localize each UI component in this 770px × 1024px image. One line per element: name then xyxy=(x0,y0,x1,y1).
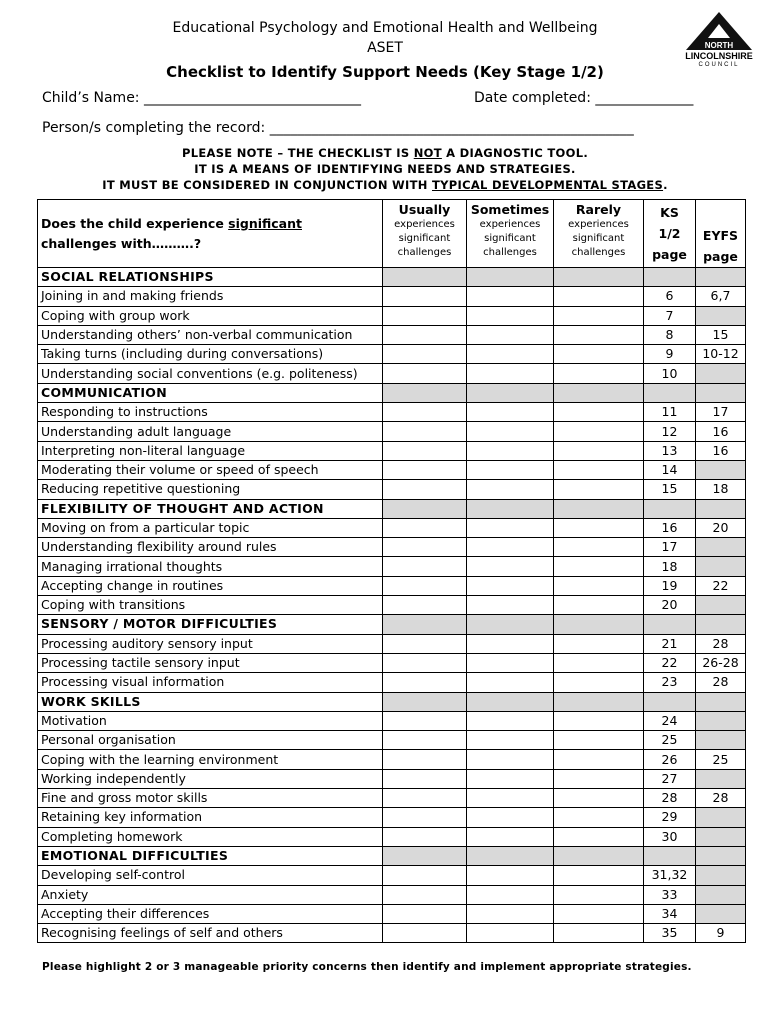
item-label: Coping with the learning environment xyxy=(38,750,383,769)
eyfs-page-cell: 26-28 xyxy=(696,653,746,672)
item-label: Understanding adult language xyxy=(38,422,383,441)
checkbox-cell-usually[interactable] xyxy=(383,711,467,730)
item-label: Understanding flexibility around rules xyxy=(38,538,383,557)
checkbox-cell-sometimes[interactable] xyxy=(467,653,554,672)
checkbox-cell-usually[interactable] xyxy=(383,673,467,692)
checkbox-cell-usually[interactable] xyxy=(383,441,467,460)
ks-page-cell: 28 xyxy=(644,789,696,808)
table-row xyxy=(38,325,746,344)
eyfs-page-cell: 9 xyxy=(696,924,746,943)
eyfs-page-cell xyxy=(696,904,746,923)
checkbox-cell-usually[interactable] xyxy=(383,596,467,615)
item-label: Taking turns (including during conversations) xyxy=(38,345,383,364)
checkbox-cell-usually[interactable] xyxy=(383,538,467,557)
ks-page-cell: 23 xyxy=(644,673,696,692)
checkbox-cell-sometimes[interactable] xyxy=(467,538,554,557)
table-row xyxy=(38,306,746,325)
section-blank-cell xyxy=(696,692,746,711)
item-label: Recognising feelings of self and others xyxy=(38,924,383,943)
section-blank-cell xyxy=(644,499,696,518)
checkbox-cell-sometimes[interactable] xyxy=(467,634,554,653)
section-blank-cell xyxy=(467,499,554,518)
item-label: Working independently xyxy=(38,769,383,788)
checkbox-cell-usually[interactable] xyxy=(383,306,467,325)
ks-page-cell: 22 xyxy=(644,653,696,672)
checkbox-cell-sometimes[interactable] xyxy=(467,596,554,615)
eyfs-page-cell: 28 xyxy=(696,673,746,692)
section-row xyxy=(38,615,746,634)
eyfs-page-cell xyxy=(696,364,746,383)
table-row xyxy=(38,364,746,383)
section-title: EMOTIONAL DIFFICULTIES xyxy=(38,846,383,865)
table-row xyxy=(38,287,746,306)
eyfs-page-cell: 16 xyxy=(696,441,746,460)
table-row xyxy=(38,460,746,479)
table-row xyxy=(38,924,746,943)
table-row xyxy=(38,634,746,653)
checkbox-cell-sometimes[interactable] xyxy=(467,325,554,344)
item-label: Moderating their volume or speed of speech xyxy=(38,460,383,479)
section-title: WORK SKILLS xyxy=(38,692,383,711)
section-row xyxy=(38,692,746,711)
item-label: Moving on from a particular topic xyxy=(38,518,383,537)
section-title: COMMUNICATION xyxy=(38,383,383,402)
item-label: Reducing repetitive questioning xyxy=(38,480,383,499)
header-line-2: ASET xyxy=(367,40,403,56)
table-row xyxy=(38,769,746,788)
eyfs-page-cell: 10-12 xyxy=(696,345,746,364)
checkbox-cell-sometimes[interactable] xyxy=(467,808,554,827)
child-name-field[interactable]: Child’s Name: _______________________________ xyxy=(42,90,361,106)
ks-page-cell: 14 xyxy=(644,460,696,479)
checkbox-cell-sometimes[interactable] xyxy=(467,731,554,750)
table-row xyxy=(38,885,746,904)
eyfs-page-cell: 28 xyxy=(696,634,746,653)
checkbox-cell-rarely[interactable] xyxy=(554,634,644,653)
checkbox-cell-rarely[interactable] xyxy=(554,924,644,943)
checkbox-cell-usually[interactable] xyxy=(383,403,467,422)
table-row xyxy=(38,808,746,827)
section-blank-cell xyxy=(644,268,696,287)
footer-instruction: Please highlight 2 or 3 manageable priority concerns then identify and implement appropriate strategies. xyxy=(42,961,692,973)
section-blank-cell xyxy=(696,383,746,402)
table-row xyxy=(38,750,746,769)
ks-page-cell: 11 xyxy=(644,403,696,422)
section-blank-cell xyxy=(467,692,554,711)
table-row xyxy=(38,653,746,672)
checkbox-cell-rarely[interactable] xyxy=(554,364,644,383)
section-blank-cell xyxy=(554,846,644,865)
checkbox-cell-usually[interactable] xyxy=(383,287,467,306)
section-blank-cell xyxy=(383,615,467,634)
checkbox-cell-rarely[interactable] xyxy=(554,789,644,808)
checkbox-cell-rarely[interactable] xyxy=(554,441,644,460)
ks-page-cell: 34 xyxy=(644,904,696,923)
checkbox-cell-sometimes[interactable] xyxy=(467,518,554,537)
section-blank-cell xyxy=(467,268,554,287)
table-row xyxy=(38,711,746,730)
section-blank-cell xyxy=(644,692,696,711)
eyfs-page-cell xyxy=(696,460,746,479)
eyfs-page-cell xyxy=(696,769,746,788)
section-blank-cell xyxy=(554,499,644,518)
eyfs-page-cell: 17 xyxy=(696,403,746,422)
section-blank-cell xyxy=(383,499,467,518)
checkbox-cell-rarely[interactable] xyxy=(554,731,644,750)
checkbox-cell-usually[interactable] xyxy=(383,885,467,904)
section-blank-cell xyxy=(383,846,467,865)
checkbox-cell-sometimes[interactable] xyxy=(467,789,554,808)
eyfs-page-cell: 25 xyxy=(696,750,746,769)
persons-completing-field[interactable]: Person/s completing the record: ____________________________________________________ xyxy=(42,120,634,136)
item-label: Personal organisation xyxy=(38,731,383,750)
table-row xyxy=(38,576,746,595)
section-row xyxy=(38,499,746,518)
checkbox-cell-rarely[interactable] xyxy=(554,422,644,441)
ks-page-cell: 21 xyxy=(644,634,696,653)
section-blank-cell xyxy=(383,268,467,287)
checkbox-cell-rarely[interactable] xyxy=(554,345,644,364)
table-header-row xyxy=(38,200,746,268)
checkbox-cell-usually[interactable] xyxy=(383,364,467,383)
checkbox-cell-usually[interactable] xyxy=(383,518,467,537)
item-label: Coping with transitions xyxy=(38,596,383,615)
checkbox-cell-usually[interactable] xyxy=(383,325,467,344)
eyfs-page-cell xyxy=(696,557,746,576)
checkbox-cell-rarely[interactable] xyxy=(554,711,644,730)
checkbox-cell-sometimes[interactable] xyxy=(467,306,554,325)
item-label: Completing homework xyxy=(38,827,383,846)
checkbox-cell-rarely[interactable] xyxy=(554,557,644,576)
item-label: Joining in and making friends xyxy=(38,287,383,306)
ks-page-cell: 26 xyxy=(644,750,696,769)
section-blank-cell xyxy=(467,615,554,634)
section-blank-cell xyxy=(383,692,467,711)
section-blank-cell xyxy=(696,268,746,287)
checkbox-cell-usually[interactable] xyxy=(383,769,467,788)
ks-page-cell: 30 xyxy=(644,827,696,846)
checkbox-cell-usually[interactable] xyxy=(383,750,467,769)
eyfs-page-cell: 6,7 xyxy=(696,287,746,306)
checkbox-cell-sometimes[interactable] xyxy=(467,576,554,595)
logo-text-lincolnshire: LINCOLNSHIRE xyxy=(685,51,753,61)
eyfs-page-cell xyxy=(696,866,746,885)
ks-page-cell: 31,32 xyxy=(644,866,696,885)
ks-page-cell: 16 xyxy=(644,518,696,537)
checkbox-cell-rarely[interactable] xyxy=(554,808,644,827)
logo-text-north: NORTH xyxy=(704,41,734,50)
checkbox-cell-sometimes[interactable] xyxy=(467,480,554,499)
section-blank-cell xyxy=(696,846,746,865)
checkbox-cell-sometimes[interactable] xyxy=(467,924,554,943)
item-label: Motivation xyxy=(38,711,383,730)
item-label: Retaining key information xyxy=(38,808,383,827)
checkbox-cell-usually[interactable] xyxy=(383,924,467,943)
checkbox-cell-rarely[interactable] xyxy=(554,287,644,306)
checkbox-cell-usually[interactable] xyxy=(383,653,467,672)
eyfs-page-cell xyxy=(696,596,746,615)
checkbox-cell-usually[interactable] xyxy=(383,904,467,923)
checkbox-cell-sometimes[interactable] xyxy=(467,866,554,885)
checkbox-cell-usually[interactable] xyxy=(383,789,467,808)
checkbox-cell-sometimes[interactable] xyxy=(467,403,554,422)
page-title: Checklist to Identify Support Needs (Key Stage 1/2) xyxy=(166,63,604,81)
table-row xyxy=(38,345,746,364)
checkbox-cell-usually[interactable] xyxy=(383,345,467,364)
table-row xyxy=(38,866,746,885)
ks-page-cell: 17 xyxy=(644,538,696,557)
section-blank-cell xyxy=(554,615,644,634)
ks-page-cell: 10 xyxy=(644,364,696,383)
table-row xyxy=(38,789,746,808)
ks-page-cell: 35 xyxy=(644,924,696,943)
checkbox-cell-usually[interactable] xyxy=(383,422,467,441)
eyfs-page-cell xyxy=(696,711,746,730)
eyfs-page-cell: 22 xyxy=(696,576,746,595)
checkbox-cell-sometimes[interactable] xyxy=(467,441,554,460)
table-row xyxy=(38,422,746,441)
col-head-ks-page: KS 1/2 page xyxy=(644,200,696,268)
item-label: Processing visual information xyxy=(38,673,383,692)
checkbox-cell-rarely[interactable] xyxy=(554,306,644,325)
table-row xyxy=(38,441,746,460)
ks-page-cell: 33 xyxy=(644,885,696,904)
ks-page-cell: 24 xyxy=(644,711,696,730)
table-row xyxy=(38,596,746,615)
table-row xyxy=(38,731,746,750)
section-blank-cell xyxy=(554,383,644,402)
checkbox-cell-usually[interactable] xyxy=(383,731,467,750)
eyfs-page-cell xyxy=(696,306,746,325)
section-title: SENSORY / MOTOR DIFFICULTIES xyxy=(38,615,383,634)
ks-page-cell: 8 xyxy=(644,325,696,344)
checkbox-cell-usually[interactable] xyxy=(383,866,467,885)
header-line-1: Educational Psychology and Emotional Health and Wellbeing xyxy=(172,20,598,36)
ks-page-cell: 27 xyxy=(644,769,696,788)
section-blank-cell xyxy=(467,383,554,402)
note-line-3: IT MUST BE CONSIDERED IN CONJUNCTION WITH TYPICAL DEVELOPMENTAL STAGES. xyxy=(102,178,668,192)
eyfs-page-cell: 28 xyxy=(696,789,746,808)
section-title: SOCIAL RELATIONSHIPS xyxy=(38,268,383,287)
checkbox-cell-rarely[interactable] xyxy=(554,769,644,788)
checkbox-cell-rarely[interactable] xyxy=(554,460,644,479)
item-label: Understanding others’ non-verbal communication xyxy=(38,325,383,344)
table-row xyxy=(38,673,746,692)
checkbox-cell-rarely[interactable] xyxy=(554,325,644,344)
section-blank-cell xyxy=(644,383,696,402)
checkbox-cell-rarely[interactable] xyxy=(554,653,644,672)
section-blank-cell xyxy=(644,615,696,634)
table-row xyxy=(38,904,746,923)
section-blank-cell xyxy=(554,692,644,711)
checkbox-cell-usually[interactable] xyxy=(383,808,467,827)
ks-page-cell: 20 xyxy=(644,596,696,615)
item-label: Processing auditory sensory input xyxy=(38,634,383,653)
item-label: Accepting their differences xyxy=(38,904,383,923)
table-row xyxy=(38,538,746,557)
ks-page-cell: 29 xyxy=(644,808,696,827)
checklist-table xyxy=(37,199,746,943)
ks-page-cell: 25 xyxy=(644,731,696,750)
checkbox-cell-rarely[interactable] xyxy=(554,673,644,692)
eyfs-page-cell xyxy=(696,538,746,557)
section-row xyxy=(38,268,746,287)
table-row xyxy=(38,827,746,846)
section-blank-cell xyxy=(644,846,696,865)
section-blank-cell xyxy=(383,383,467,402)
item-label: Managing irrational thoughts xyxy=(38,557,383,576)
checkbox-cell-rarely[interactable] xyxy=(554,827,644,846)
ks-page-cell: 9 xyxy=(644,345,696,364)
council-logo xyxy=(674,10,764,70)
ks-page-cell: 19 xyxy=(644,576,696,595)
checkbox-cell-rarely[interactable] xyxy=(554,866,644,885)
checkbox-cell-sometimes[interactable] xyxy=(467,904,554,923)
col-head-usually: Usually experiences significant challenges xyxy=(383,200,467,268)
checkbox-cell-sometimes[interactable] xyxy=(467,460,554,479)
checkbox-cell-rarely[interactable] xyxy=(554,403,644,422)
section-blank-cell xyxy=(696,499,746,518)
ks-page-cell: 15 xyxy=(644,480,696,499)
checkbox-cell-rarely[interactable] xyxy=(554,885,644,904)
eyfs-page-cell: 20 xyxy=(696,518,746,537)
eyfs-page-cell: 15 xyxy=(696,325,746,344)
col-head-rarely: Rarely experiences significant challenges xyxy=(554,200,644,268)
section-blank-cell xyxy=(554,268,644,287)
section-row xyxy=(38,383,746,402)
item-label: Accepting change in routines xyxy=(38,576,383,595)
checkbox-cell-sometimes[interactable] xyxy=(467,750,554,769)
checkbox-cell-sometimes[interactable] xyxy=(467,422,554,441)
item-label: Understanding social conventions (e.g. politeness) xyxy=(38,364,383,383)
eyfs-page-cell xyxy=(696,808,746,827)
checkbox-cell-rarely[interactable] xyxy=(554,750,644,769)
checkbox-cell-usually[interactable] xyxy=(383,480,467,499)
section-blank-cell xyxy=(696,615,746,634)
ks-page-cell: 7 xyxy=(644,306,696,325)
note-line-2: IT IS A MEANS OF IDENTIFYING NEEDS AND STRATEGIES. xyxy=(194,162,576,176)
eyfs-page-cell xyxy=(696,885,746,904)
date-completed-field[interactable]: Date completed: ______________ xyxy=(474,90,694,106)
checkbox-cell-rarely[interactable] xyxy=(554,576,644,595)
ks-page-cell: 12 xyxy=(644,422,696,441)
checkbox-cell-rarely[interactable] xyxy=(554,538,644,557)
checkbox-cell-usually[interactable] xyxy=(383,576,467,595)
checkbox-cell-usually[interactable] xyxy=(383,634,467,653)
checkbox-cell-sometimes[interactable] xyxy=(467,711,554,730)
question-header: Does the child experience significant challenges with……….? xyxy=(38,200,383,268)
checkbox-cell-sometimes[interactable] xyxy=(467,364,554,383)
table-row xyxy=(38,403,746,422)
checkbox-cell-sometimes[interactable] xyxy=(467,345,554,364)
eyfs-page-cell xyxy=(696,827,746,846)
checkbox-cell-sometimes[interactable] xyxy=(467,557,554,576)
checkbox-cell-rarely[interactable] xyxy=(554,518,644,537)
section-title: FLEXIBILITY OF THOUGHT AND ACTION xyxy=(38,499,383,518)
ks-page-cell: 13 xyxy=(644,441,696,460)
checkbox-cell-rarely[interactable] xyxy=(554,904,644,923)
item-label: Developing self-control xyxy=(38,866,383,885)
logo-text-council: COUNCIL xyxy=(698,62,740,68)
checkbox-cell-sometimes[interactable] xyxy=(467,673,554,692)
eyfs-page-cell: 16 xyxy=(696,422,746,441)
section-row xyxy=(38,846,746,865)
ks-page-cell: 6 xyxy=(644,287,696,306)
col-head-sometimes: Sometimes experiences significant challenges xyxy=(467,200,554,268)
checkbox-cell-usually[interactable] xyxy=(383,827,467,846)
item-label: Processing tactile sensory input xyxy=(38,653,383,672)
checkbox-cell-rarely[interactable] xyxy=(554,480,644,499)
checkbox-cell-sometimes[interactable] xyxy=(467,769,554,788)
checkbox-cell-sometimes[interactable] xyxy=(467,885,554,904)
checkbox-cell-usually[interactable] xyxy=(383,557,467,576)
eyfs-page-cell: 18 xyxy=(696,480,746,499)
ks-page-cell: 18 xyxy=(644,557,696,576)
table-row xyxy=(38,557,746,576)
eyfs-page-cell xyxy=(696,731,746,750)
checkbox-cell-sometimes[interactable] xyxy=(467,827,554,846)
checkbox-cell-rarely[interactable] xyxy=(554,596,644,615)
table-row xyxy=(38,480,746,499)
checkbox-cell-usually[interactable] xyxy=(383,460,467,479)
item-label: Interpreting non-literal language xyxy=(38,441,383,460)
item-label: Coping with group work xyxy=(38,306,383,325)
section-blank-cell xyxy=(467,846,554,865)
col-head-eyfs-page: EYFS page xyxy=(696,200,746,268)
item-label: Responding to instructions xyxy=(38,403,383,422)
item-label: Anxiety xyxy=(38,885,383,904)
table-row xyxy=(38,518,746,537)
checkbox-cell-sometimes[interactable] xyxy=(467,287,554,306)
note-line-1: PLEASE NOTE – THE CHECKLIST IS NOT A DIAGNOSTIC TOOL. xyxy=(182,146,588,160)
item-label: Fine and gross motor skills xyxy=(38,789,383,808)
